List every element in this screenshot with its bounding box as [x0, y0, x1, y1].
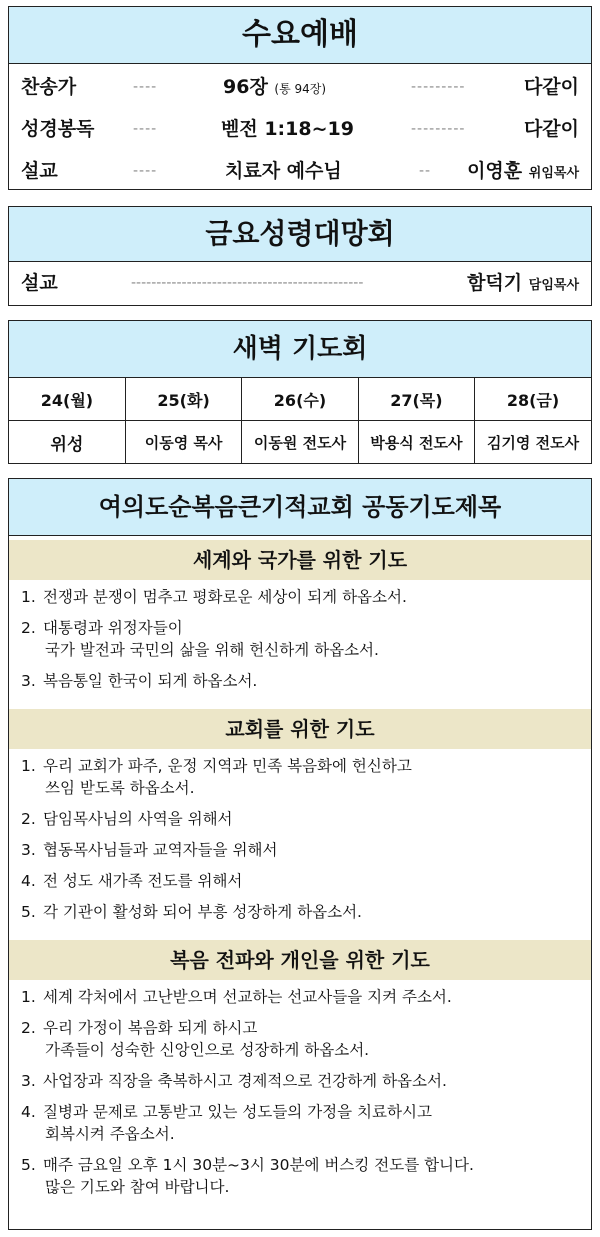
leader-dash: ---- — [133, 79, 158, 95]
day-cell: 25(화) — [125, 378, 241, 421]
wednesday-service-box — [8, 6, 592, 190]
leader-cell: 김기영 전도사 — [486, 433, 580, 452]
leader-dash: --------- — [411, 121, 466, 137]
order-label: 성경봉독 — [21, 118, 95, 140]
prayer-topics-box — [8, 478, 592, 1230]
leader-cell: 위성 — [9, 421, 125, 464]
leader-dash: ---- — [133, 121, 158, 137]
prayer-item: 2. 대통령과 위정자들이 국가 발전과 국민의 삶을 위해 헌신하게 하옵소서. — [21, 619, 379, 659]
leader-cell: 박용식 전도사 — [358, 421, 474, 464]
prayer-item: 1. 우리 교회가 파주, 운정 지역과 민족 복음화에 헌신하고 쓰임 받도록 하옵소서. — [21, 757, 412, 797]
order-content: 96장 (통 94장) — [223, 76, 327, 98]
leader-dash: ---- — [133, 163, 158, 179]
order-person: 다같이 — [523, 118, 579, 140]
leader-cell: 이동영 목사 — [125, 421, 241, 464]
dawn-leaders-row — [9, 421, 591, 464]
order-label: 설교 — [21, 160, 58, 182]
order-content: 벧전 1:18~19 — [221, 118, 354, 140]
friday-service-title: 금요성령대망회 — [9, 207, 591, 262]
dawn-prayer-title: 새벽 기도회 — [9, 321, 591, 378]
prayer-item: 4. 전 성도 새가족 전도를 위해서 — [21, 872, 243, 890]
prayer-item: 2. 담임목사님의 사역을 위해서 — [21, 810, 233, 828]
order-row-scripture — [9, 108, 591, 150]
section-heading-gospel: 복음 전파와 개인을 위한 기도 — [9, 940, 591, 980]
prayer-list-church — [9, 749, 591, 936]
day-cell: 26(수) — [242, 378, 358, 421]
order-label: 찬송가 — [21, 76, 77, 98]
friday-sermon-row — [9, 262, 591, 304]
order-person: 이영훈 위임목사 — [467, 160, 579, 182]
section-heading-world: 세계와 국가를 위한 기도 — [9, 540, 591, 580]
order-person: 함덕기 담임목사 — [467, 272, 579, 294]
dawn-days-row — [9, 378, 591, 421]
leader-dash: -- — [419, 163, 432, 179]
prayer-item: 1. 전쟁과 분쟁이 멈추고 평화로운 세상이 되게 하옵소서. — [21, 588, 407, 606]
friday-service-box — [8, 206, 592, 306]
prayer-item: 5. 각 기관이 활성화 되어 부흥 성장하게 하옵소서. — [21, 903, 362, 921]
order-row-sermon — [9, 150, 591, 192]
order-person: 다같이 — [523, 76, 579, 98]
prayer-topics-title: 여의도순복음큰기적교회 공동기도제목 — [9, 479, 591, 536]
section-heading-church: 교회를 위한 기도 — [9, 709, 591, 749]
prayer-item: 1. 세계 각처에서 고난받으며 선교하는 선교사들을 지켜 주소서. — [21, 988, 452, 1006]
prayer-item: 2. 우리 가정이 복음화 되게 하시고 가족들이 성숙한 신앙인으로 성장하게 하옵소서. — [21, 1019, 370, 1059]
prayer-list-world — [9, 580, 591, 705]
prayer-item: 5. 매주 금요일 오후 1시 30분~3시 30분에 버스킹 전도를 합니다. 많은 기도와 참여 바랍니다. — [21, 1156, 474, 1196]
prayer-item: 4. 질병과 문제로 고통받고 있는 성도들의 가정을 치료하시고 회복시켜 주옵소서. — [21, 1103, 432, 1143]
leader-dash: ---------------------------------------------- — [131, 275, 364, 291]
leader-cell: 이동원 전도사 — [242, 421, 358, 464]
order-row-hymn — [9, 66, 591, 108]
leader-dash: --------- — [411, 79, 466, 95]
prayer-item: 3. 사업장과 직장을 축복하시고 경제적으로 건강하게 하옵소서. — [21, 1072, 447, 1090]
wednesday-service-title: 수요예배 — [9, 7, 591, 64]
dawn-schedule-table — [9, 378, 591, 463]
day-cell: 27(목) — [358, 378, 474, 421]
prayer-item: 3. 복음통일 한국이 되게 하옵소서. — [21, 672, 258, 690]
order-content: 치료자 예수님 — [225, 160, 342, 182]
prayer-item: 3. 협동목사님들과 교역자들을 위해서 — [21, 841, 278, 859]
prayer-list-gospel — [9, 980, 591, 1211]
order-label: 설교 — [21, 272, 58, 294]
dawn-prayer-box — [8, 320, 592, 464]
day-cell: 24(월) — [9, 378, 125, 421]
day-cell: 28(금) — [475, 378, 591, 421]
